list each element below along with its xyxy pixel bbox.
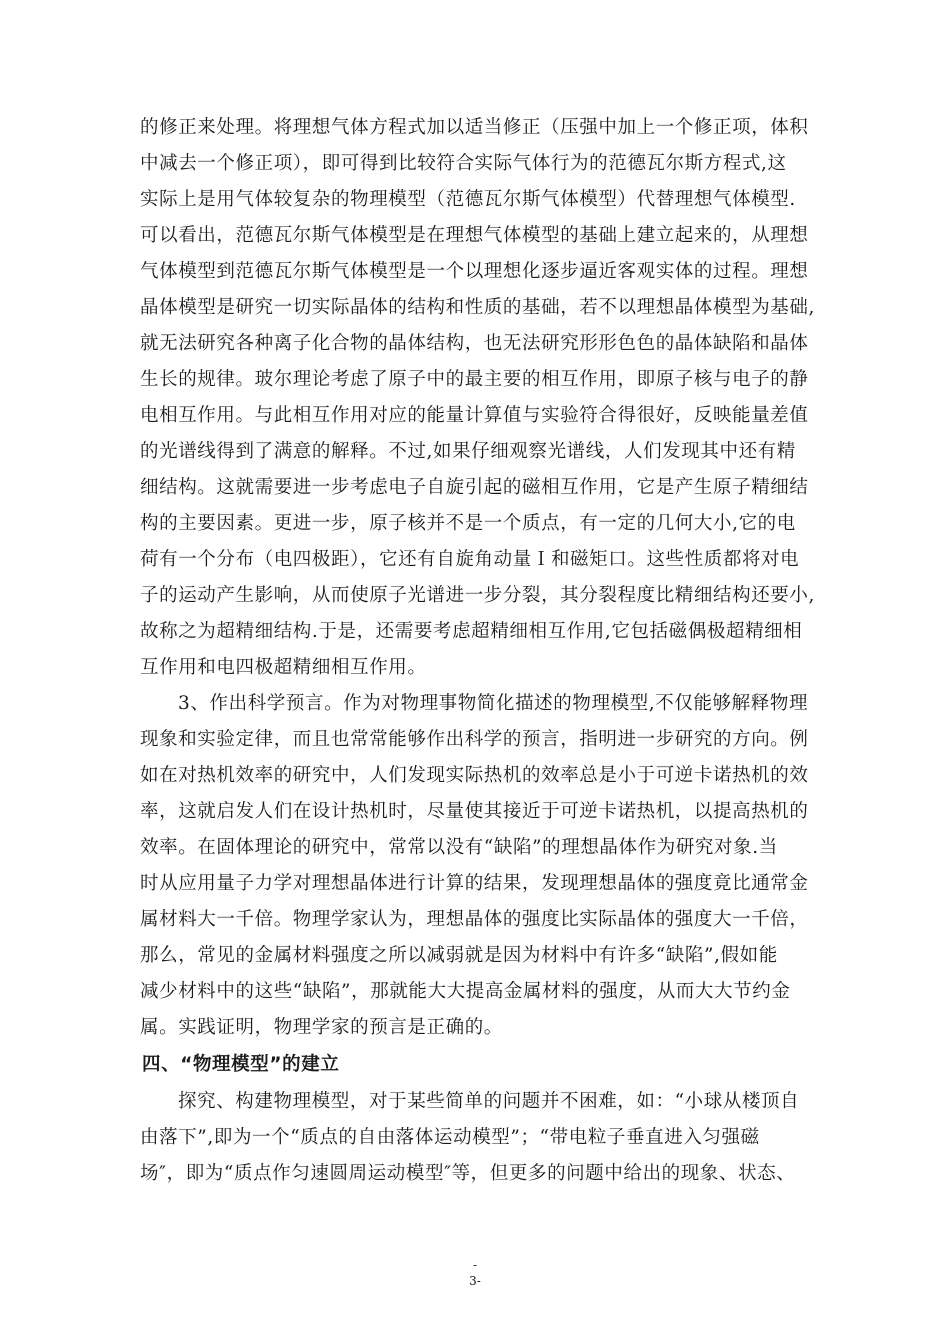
text-line: 可以看出，范德瓦尔斯气体模型是在理想气体模型的基础上建立起来的，从理想 [140, 225, 809, 246]
text-line: 生长的规律。玻尔理论考虑了原子中的最主要的相互作用，即原子核与电子的静 [140, 369, 809, 390]
text-line: 的修正来处理。将理想气体方程式加以适当修正（压强中加上一个修正项，体积 [140, 117, 809, 138]
footer-dash: - [472, 1258, 478, 1272]
text-line: 时从应用量子力学对理想晶体进行计算的结果，发现理想晶体的强度竟比通常金 [140, 873, 809, 894]
text-line: 气体模型到范德瓦尔斯气体模型是一个以理想化逐步逼近客观实体的过程。理想 [140, 261, 809, 282]
text-line: 效率。在固体理论的研究中，常常以没有“缺陷”的理想晶体作为研究对象.当 [140, 837, 778, 858]
text-line: 荷有一个分布（电四极距），它还有自旋角动量Ｉ和磁矩口。这些性质都将对电 [140, 549, 800, 570]
text-line: 晶体模型是研究一切实际晶体的结构和性质的基础，若不以理想晶体模型为基础, [140, 297, 815, 318]
section-heading: 四、“物理模型”的建立 [142, 1054, 340, 1075]
text-line: 属。实践证明，物理学家的预言是正确的。 [140, 1017, 503, 1038]
text-line: 就无法研究各种离子化合物的晶体结构，也无法研究形形色色的晶体缺陷和晶体 [140, 333, 809, 354]
text-line: 如在对热机效率的研究中，人们发现实际热机的效率总是小于可逆卡诺热机的效 [140, 765, 809, 786]
text-line: 那么，常见的金属材料强度之所以减弱就是因为材料中有许多“缺陷”,假如能 [140, 945, 778, 966]
text-line: 互作用和电四极超精细相互作用。 [140, 657, 427, 678]
text-line: 的光谱线得到了满意的解释。不过,如果仔细观察光谱线，人们发现其中还有精 [140, 441, 796, 462]
text-line: 探究、构建物理模型，对于某些简单的问题并不困难，如：“小球从楼顶自 [178, 1091, 800, 1112]
text-line: 细结构。这就需要进一步考虑电子自旋引起的磁相互作用，它是产生原子精细结 [140, 477, 809, 498]
text-line: 由落下”,即为一个“质点的自由落体运动模型”；“带电粒子垂直进入匀强磁 [140, 1127, 760, 1148]
text-line: 3、作出科学预言。作为对物理事物简化描述的物理模型,不仅能够解释物理 [178, 693, 809, 714]
text-line: 现象和实验定律，而且也常常能够作出科学的预言，指明进一步研究的方向。例 [140, 729, 809, 750]
page-number: 3- [469, 1274, 481, 1288]
text-line: 构的主要因素。更进一步，原子核并不是一个质点，有一定的几何大小,它的电 [140, 513, 796, 534]
text-line: 电相互作用。与此相互作用对应的能量计算值与实验符合得很好，反映能量差值 [140, 405, 809, 426]
text-line: 子的运动产生影响，从而使原子光谱进一步分裂，其分裂程度比精细结构还要小, [140, 585, 815, 606]
text-line: 中减去一个修正项），即可得到比较符合实际气体行为的范德瓦尔斯方程式,这 [140, 153, 787, 174]
text-line: 减少材料中的这些“缺陷”，那就能大大提高金属材料的强度，从而大大节约金 [140, 981, 791, 1002]
text-line: 实际上是用气体较复杂的物理模型（范德瓦尔斯气体模型）代替理想气体模型. [140, 189, 796, 210]
text-line: 属材料大一千倍。物理学家认为，理想晶体的强度比实际晶体的强度大一千倍， [140, 909, 809, 930]
text-line: 故称之为超精细结构.于是，还需要考虑超精细相互作用,它包括磁偶极超精细相 [140, 621, 803, 642]
text-line: 率，这就启发人们在设计热机时，尽量使其接近于可逆卡诺热机，以提高热机的 [140, 801, 809, 822]
text-line: 场″，即为“质点作匀速圆周运动模型″等，但更多的问题中给出的现象、状态、 [140, 1163, 796, 1184]
